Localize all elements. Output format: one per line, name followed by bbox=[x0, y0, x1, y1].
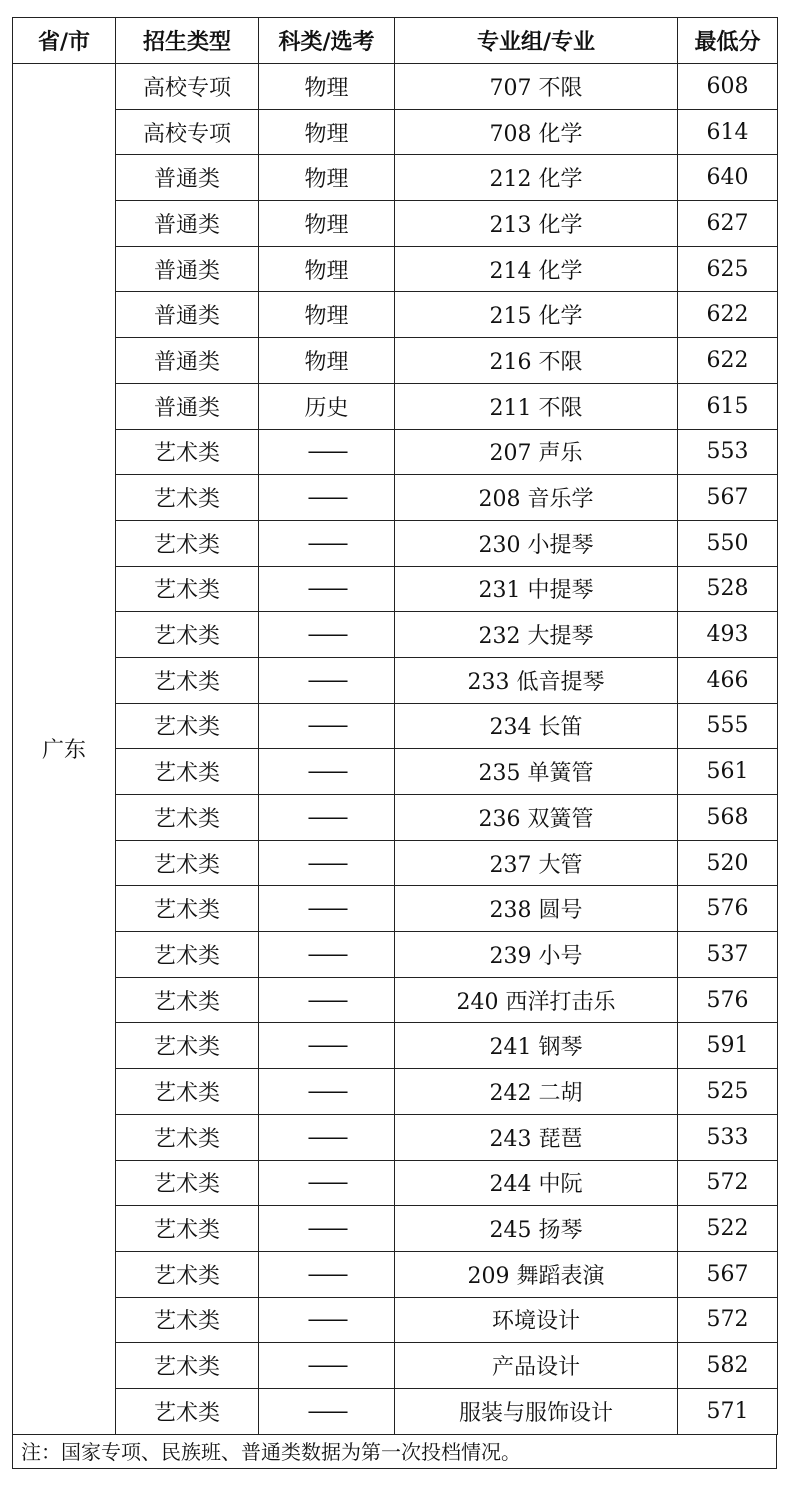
admission-type-cell: 普通类 bbox=[116, 338, 259, 384]
table-row bbox=[13, 1160, 778, 1206]
subject-cell: —— bbox=[259, 657, 395, 703]
header-province: 省/市 bbox=[13, 18, 116, 64]
table-row bbox=[13, 612, 778, 658]
subject-cell: —— bbox=[259, 612, 395, 658]
subject-cell: —— bbox=[259, 1388, 395, 1434]
admission-type-cell: 艺术类 bbox=[116, 1343, 259, 1389]
footnote: 注：国家专项、民族班、普通类数据为第一次投档情况。 bbox=[12, 1435, 777, 1469]
major-cell: 242 二胡 bbox=[395, 1069, 678, 1115]
admission-type-cell: 艺术类 bbox=[116, 703, 259, 749]
major-cell: 207 声乐 bbox=[395, 429, 678, 475]
major-cell: 708 化学 bbox=[395, 109, 678, 155]
min-score-cell: 553 bbox=[678, 429, 778, 475]
major-cell: 212 化学 bbox=[395, 155, 678, 201]
table-row bbox=[13, 795, 778, 841]
table-row bbox=[13, 1114, 778, 1160]
header-major-group: 专业组/专业 bbox=[395, 18, 678, 64]
subject-cell: —— bbox=[259, 520, 395, 566]
min-score-cell: 555 bbox=[678, 703, 778, 749]
table-row bbox=[13, 338, 778, 384]
subject-cell: —— bbox=[259, 1251, 395, 1297]
major-cell: 245 扬琴 bbox=[395, 1206, 678, 1252]
major-cell: 234 长笛 bbox=[395, 703, 678, 749]
subject-cell: 历史 bbox=[259, 383, 395, 429]
admission-type-cell: 艺术类 bbox=[116, 475, 259, 521]
table-row bbox=[13, 1206, 778, 1252]
admission-type-cell: 艺术类 bbox=[116, 1114, 259, 1160]
header-row bbox=[13, 18, 778, 64]
subject-cell: —— bbox=[259, 749, 395, 795]
table-row bbox=[13, 1251, 778, 1297]
subject-cell: —— bbox=[259, 795, 395, 841]
score-table bbox=[12, 17, 778, 1435]
admission-type-cell: 艺术类 bbox=[116, 520, 259, 566]
major-cell: 214 化学 bbox=[395, 246, 678, 292]
min-score-cell: 615 bbox=[678, 383, 778, 429]
header-admission-type: 招生类型 bbox=[116, 18, 259, 64]
subject-cell: —— bbox=[259, 1297, 395, 1343]
min-score-cell: 537 bbox=[678, 932, 778, 978]
major-cell: 211 不限 bbox=[395, 383, 678, 429]
table-row bbox=[13, 201, 778, 247]
major-cell: 243 琵琶 bbox=[395, 1114, 678, 1160]
table-row bbox=[13, 475, 778, 521]
admission-type-cell: 普通类 bbox=[116, 383, 259, 429]
min-score-cell: 528 bbox=[678, 566, 778, 612]
admission-type-cell: 艺术类 bbox=[116, 1297, 259, 1343]
table-row bbox=[13, 1297, 778, 1343]
admission-type-cell: 普通类 bbox=[116, 292, 259, 338]
subject-cell: —— bbox=[259, 1023, 395, 1069]
table-row bbox=[13, 657, 778, 703]
min-score-cell: 568 bbox=[678, 795, 778, 841]
min-score-cell: 591 bbox=[678, 1023, 778, 1069]
major-cell: 233 低音提琴 bbox=[395, 657, 678, 703]
admission-type-cell: 高校专项 bbox=[116, 64, 259, 110]
min-score-cell: 493 bbox=[678, 612, 778, 658]
admission-type-cell: 艺术类 bbox=[116, 612, 259, 658]
major-cell: 240 西洋打击乐 bbox=[395, 977, 678, 1023]
major-cell: 216 不限 bbox=[395, 338, 678, 384]
subject-cell: 物理 bbox=[259, 338, 395, 384]
table-row bbox=[13, 155, 778, 201]
min-score-cell: 571 bbox=[678, 1388, 778, 1434]
table-row bbox=[13, 977, 778, 1023]
admission-type-cell: 艺术类 bbox=[116, 1160, 259, 1206]
table-row bbox=[13, 109, 778, 155]
major-cell: 232 大提琴 bbox=[395, 612, 678, 658]
subject-cell: —— bbox=[259, 703, 395, 749]
admission-type-cell: 艺术类 bbox=[116, 977, 259, 1023]
min-score-cell: 572 bbox=[678, 1160, 778, 1206]
major-cell: 213 化学 bbox=[395, 201, 678, 247]
major-cell: 239 小号 bbox=[395, 932, 678, 978]
major-cell: 236 双簧管 bbox=[395, 795, 678, 841]
min-score-cell: 567 bbox=[678, 1251, 778, 1297]
subject-cell: —— bbox=[259, 1343, 395, 1389]
admission-type-cell: 艺术类 bbox=[116, 1388, 259, 1434]
subject-cell: —— bbox=[259, 886, 395, 932]
admission-type-cell: 艺术类 bbox=[116, 795, 259, 841]
subject-cell: 物理 bbox=[259, 292, 395, 338]
table-body bbox=[13, 64, 778, 1435]
min-score-cell: 572 bbox=[678, 1297, 778, 1343]
major-cell: 215 化学 bbox=[395, 292, 678, 338]
major-cell: 237 大管 bbox=[395, 840, 678, 886]
admission-type-cell: 艺术类 bbox=[116, 1069, 259, 1115]
table-row bbox=[13, 703, 778, 749]
min-score-cell: 608 bbox=[678, 64, 778, 110]
header-min-score: 最低分 bbox=[678, 18, 778, 64]
subject-cell: —— bbox=[259, 932, 395, 978]
admission-type-cell: 普通类 bbox=[116, 155, 259, 201]
min-score-cell: 522 bbox=[678, 1206, 778, 1252]
admission-type-cell: 艺术类 bbox=[116, 932, 259, 978]
min-score-cell: 533 bbox=[678, 1114, 778, 1160]
subject-cell: 物理 bbox=[259, 246, 395, 292]
admission-type-cell: 高校专项 bbox=[116, 109, 259, 155]
subject-cell: 物理 bbox=[259, 109, 395, 155]
subject-cell: —— bbox=[259, 1206, 395, 1252]
table-row bbox=[13, 1343, 778, 1389]
table-row bbox=[13, 840, 778, 886]
min-score-cell: 466 bbox=[678, 657, 778, 703]
admission-type-cell: 艺术类 bbox=[116, 1023, 259, 1069]
admission-type-cell: 普通类 bbox=[116, 246, 259, 292]
table-row bbox=[13, 1023, 778, 1069]
min-score-cell: 561 bbox=[678, 749, 778, 795]
table-row bbox=[13, 932, 778, 978]
min-score-cell: 627 bbox=[678, 201, 778, 247]
table-row bbox=[13, 749, 778, 795]
table-row bbox=[13, 64, 778, 110]
admission-type-cell: 艺术类 bbox=[116, 566, 259, 612]
subject-cell: —— bbox=[259, 1160, 395, 1206]
table-row bbox=[13, 429, 778, 475]
min-score-cell: 567 bbox=[678, 475, 778, 521]
admission-type-cell: 艺术类 bbox=[116, 840, 259, 886]
major-cell: 服装与服饰设计 bbox=[395, 1388, 678, 1434]
major-cell: 241 钢琴 bbox=[395, 1023, 678, 1069]
admission-type-cell: 艺术类 bbox=[116, 886, 259, 932]
major-cell: 238 圆号 bbox=[395, 886, 678, 932]
table-row bbox=[13, 566, 778, 612]
subject-cell: —— bbox=[259, 1069, 395, 1115]
min-score-cell: 520 bbox=[678, 840, 778, 886]
major-cell: 231 中提琴 bbox=[395, 566, 678, 612]
min-score-cell: 582 bbox=[678, 1343, 778, 1389]
admission-type-cell: 艺术类 bbox=[116, 1251, 259, 1297]
subject-cell: —— bbox=[259, 1114, 395, 1160]
major-cell: 230 小提琴 bbox=[395, 520, 678, 566]
table-row bbox=[13, 246, 778, 292]
admission-score-document bbox=[12, 17, 777, 1469]
major-cell: 244 中阮 bbox=[395, 1160, 678, 1206]
min-score-cell: 640 bbox=[678, 155, 778, 201]
admission-type-cell: 艺术类 bbox=[116, 429, 259, 475]
subject-cell: —— bbox=[259, 977, 395, 1023]
header-subject: 科类/选考 bbox=[259, 18, 395, 64]
subject-cell: 物理 bbox=[259, 155, 395, 201]
subject-cell: 物理 bbox=[259, 201, 395, 247]
subject-cell: 物理 bbox=[259, 64, 395, 110]
table-row bbox=[13, 1069, 778, 1115]
subject-cell: —— bbox=[259, 566, 395, 612]
min-score-cell: 525 bbox=[678, 1069, 778, 1115]
major-cell: 209 舞蹈表演 bbox=[395, 1251, 678, 1297]
min-score-cell: 576 bbox=[678, 977, 778, 1023]
major-cell: 707 不限 bbox=[395, 64, 678, 110]
subject-cell: —— bbox=[259, 840, 395, 886]
table-row bbox=[13, 292, 778, 338]
major-cell: 环境设计 bbox=[395, 1297, 678, 1343]
table-row bbox=[13, 1388, 778, 1434]
table-row bbox=[13, 520, 778, 566]
admission-type-cell: 普通类 bbox=[116, 201, 259, 247]
admission-type-cell: 艺术类 bbox=[116, 1206, 259, 1252]
min-score-cell: 622 bbox=[678, 292, 778, 338]
province-cell: 广东 bbox=[13, 64, 116, 1435]
table-row bbox=[13, 383, 778, 429]
table-row bbox=[13, 886, 778, 932]
subject-cell: —— bbox=[259, 475, 395, 521]
admission-type-cell: 艺术类 bbox=[116, 657, 259, 703]
subject-cell: —— bbox=[259, 429, 395, 475]
min-score-cell: 625 bbox=[678, 246, 778, 292]
major-cell: 235 单簧管 bbox=[395, 749, 678, 795]
min-score-cell: 550 bbox=[678, 520, 778, 566]
min-score-cell: 614 bbox=[678, 109, 778, 155]
admission-type-cell: 艺术类 bbox=[116, 749, 259, 795]
min-score-cell: 622 bbox=[678, 338, 778, 384]
min-score-cell: 576 bbox=[678, 886, 778, 932]
major-cell: 产品设计 bbox=[395, 1343, 678, 1389]
major-cell: 208 音乐学 bbox=[395, 475, 678, 521]
